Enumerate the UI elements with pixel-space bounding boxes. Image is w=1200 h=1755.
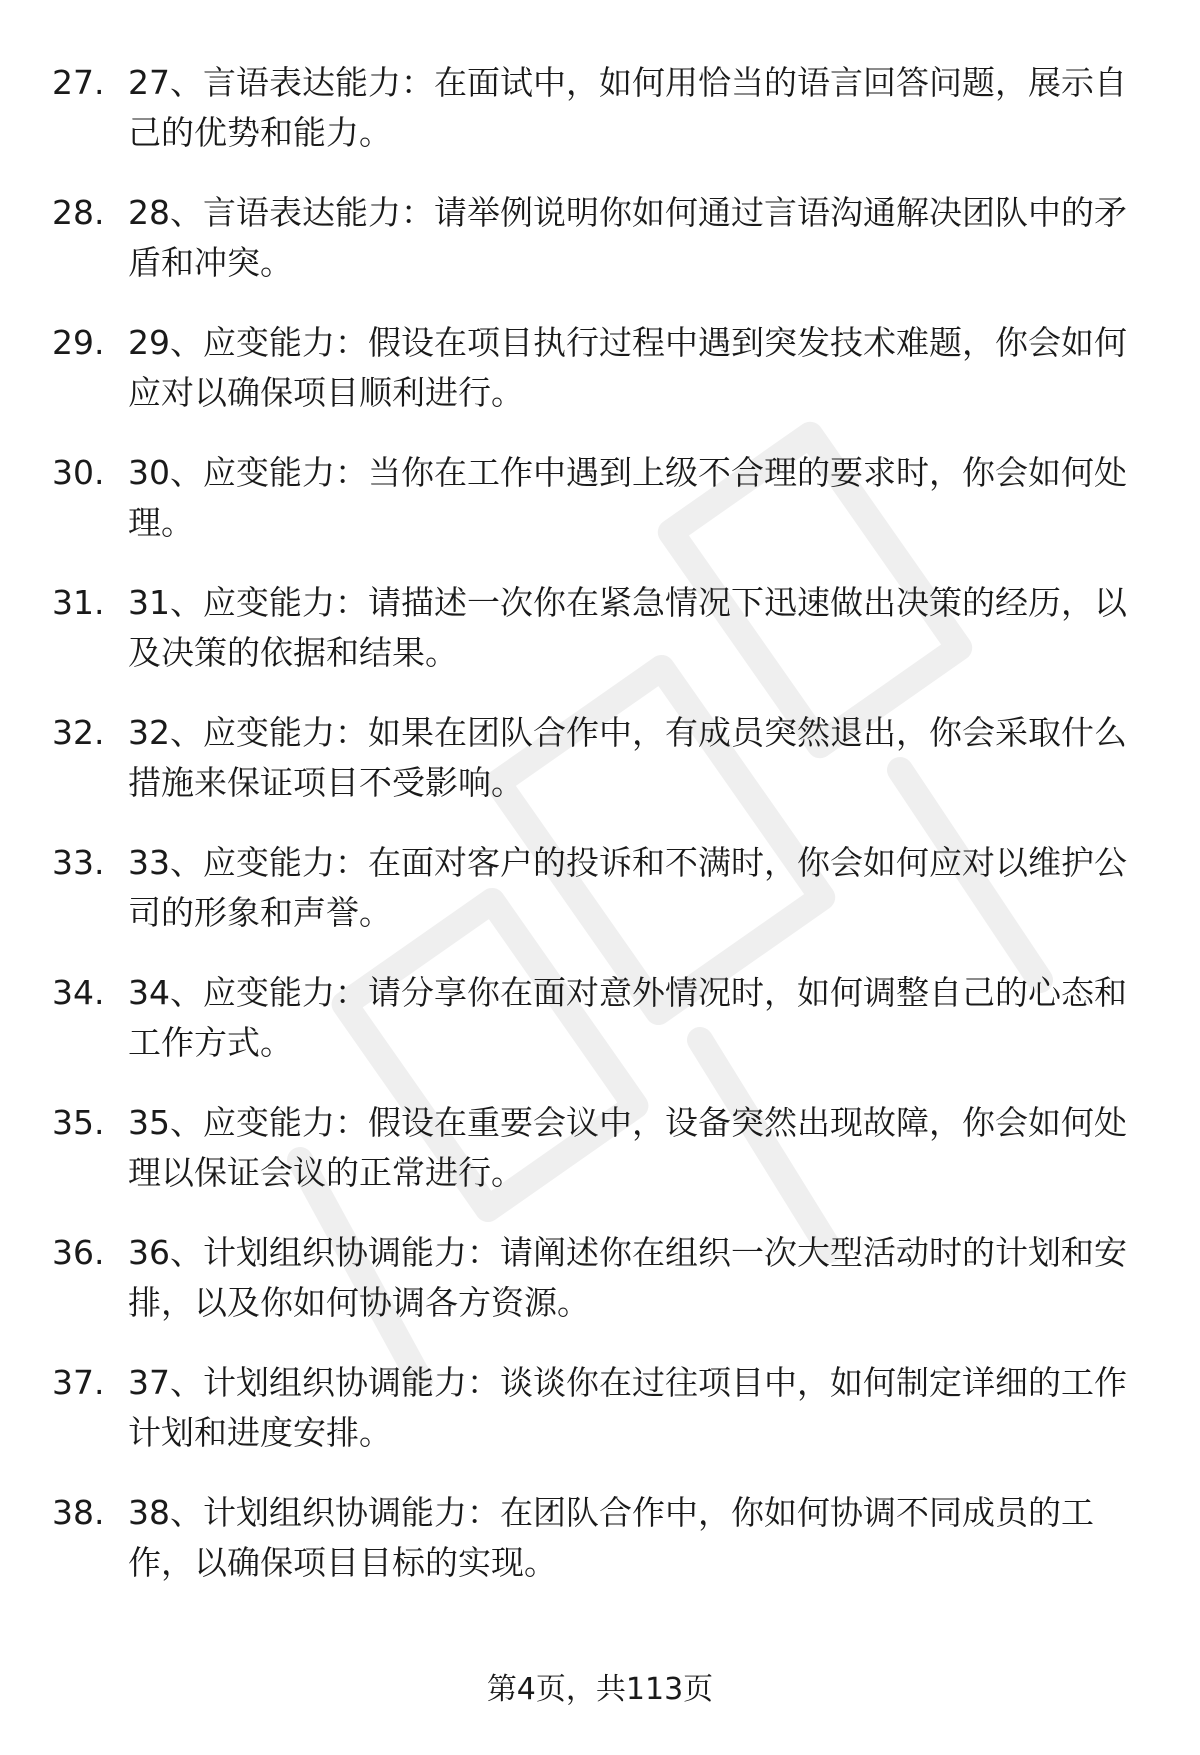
page-footer: 第4页，共113页 [486,1672,714,1707]
question-text: 38、计划组织协调能力：在团队合作中，你如何协调不同成员的工作，以确保项目目标的实现。 [128,1493,1094,1582]
question-text: 36、计划组织协调能力：请阐述你在组织一次大型活动时的计划和安排，以及你如何协调各方资源。 [128,1233,1127,1322]
question-text: 28、言语表达能力：请举例说明你如何通过言语沟通解决团队中的矛盾和冲突。 [128,193,1127,282]
question-text: 34、应变能力：请分享你在面对意外情况时，如何调整自己的心态和工作方式。 [128,973,1127,1062]
question-text: 32、应变能力：如果在团队合作中，有成员突然退出，你会采取什么措施来保证项目不受影响。 [128,713,1127,802]
question-item [0,1488,1200,1618]
question-item [0,1358,1200,1488]
question-number: 36. [52,1233,105,1272]
question-item [0,838,1200,968]
question-item [0,968,1200,1098]
question-list [0,58,1200,1618]
question-number: 32. [52,713,105,752]
question-text: 30、应变能力：当你在工作中遇到上级不合理的要求时，你会如何处理。 [128,453,1127,542]
question-number: 27. [52,63,105,102]
question-item [0,318,1200,448]
question-number: 34. [52,973,105,1012]
question-text: 35、应变能力：假设在重要会议中，设备突然出现故障，你会如何处理以保证会议的正常进行。 [128,1103,1127,1192]
question-number: 38. [52,1493,105,1532]
question-item [0,448,1200,578]
question-text: 29、应变能力：假设在项目执行过程中遇到突发技术难题，你会如何应对以确保项目顺利进行。 [128,323,1127,412]
question-item [0,188,1200,318]
question-item [0,578,1200,708]
question-text: 33、应变能力：在面对客户的投诉和不满时，你会如何应对以维护公司的形象和声誉。 [128,843,1127,932]
question-number: 28. [52,193,105,232]
question-number: 33. [52,843,105,882]
question-number: 31. [52,583,105,622]
question-item [0,1228,1200,1358]
question-number: 29. [52,323,105,362]
question-number: 30. [52,453,105,492]
question-item [0,1098,1200,1228]
question-number: 37. [52,1363,105,1402]
question-text: 37、计划组织协调能力：谈谈你在过往项目中，如何制定详细的工作计划和进度安排。 [128,1363,1127,1452]
question-item [0,708,1200,838]
question-text: 31、应变能力：请描述一次你在紧急情况下迅速做出决策的经历，以及决策的依据和结果。 [128,583,1127,672]
question-text: 27、言语表达能力：在面试中，如何用恰当的语言回答问题，展示自己的优势和能力。 [128,63,1127,152]
question-item [0,58,1200,188]
question-number: 35. [52,1103,105,1142]
